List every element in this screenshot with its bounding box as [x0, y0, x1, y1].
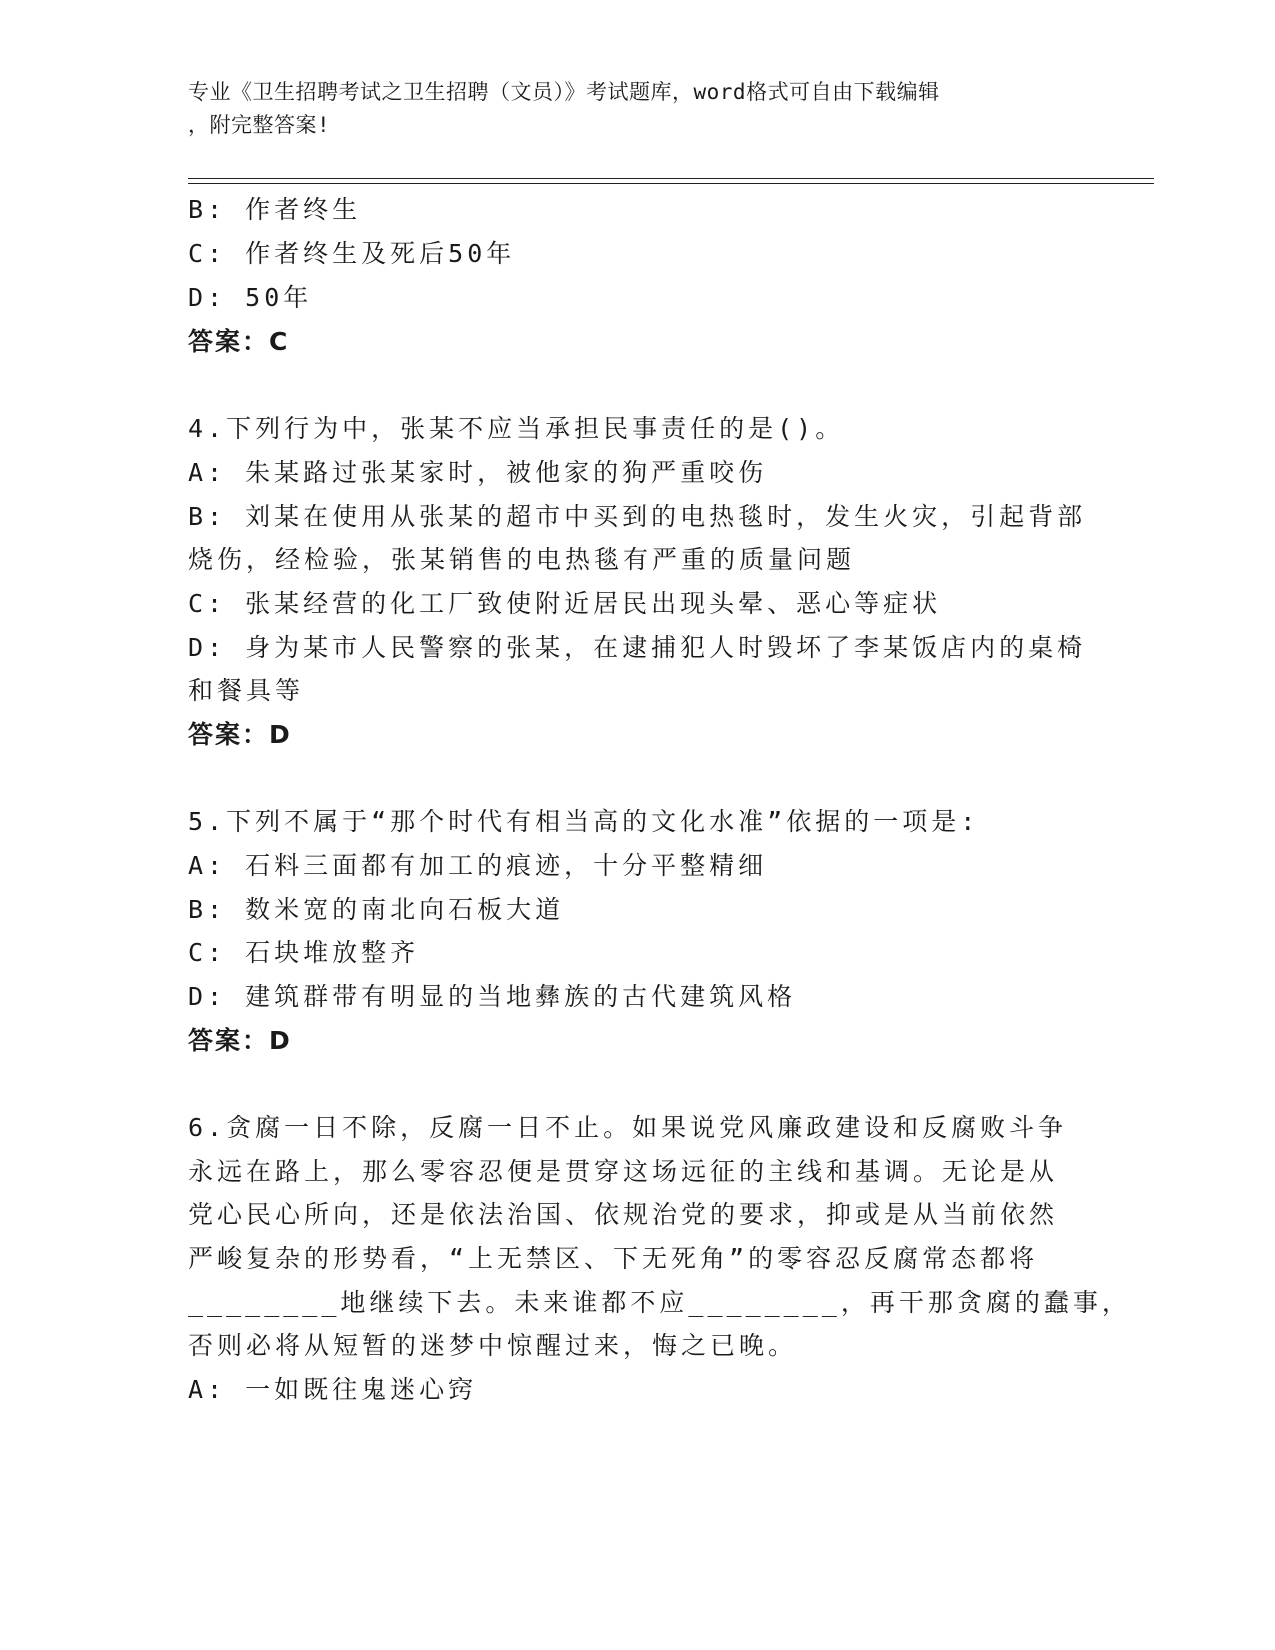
q5-option-a: A: 石料三面都有加工的痕迹，十分平整精细 [188, 851, 768, 880]
q5-option-b: B: 数米宽的南北向石板大道 [188, 895, 565, 924]
header-rule-top [188, 178, 1154, 179]
q5-answer: 答案：D [188, 1026, 292, 1055]
q3-option-b: B: 作者终生 [188, 195, 362, 224]
q5-option-d: D: 建筑群带有明显的当地彝族的古代建筑风格 [188, 982, 797, 1011]
q4-option-d-line2: 和餐具等 [188, 676, 305, 705]
q6-stem-line2: 永远在路上，那么零容忍便是贯穿这场远征的主线和基调。无论是从 [188, 1157, 1059, 1186]
q5-option-c: C: 石块堆放整齐 [188, 938, 420, 967]
q3-answer: 答案：C [188, 327, 290, 356]
document-header [188, 76, 1068, 142]
q4-answer: 答案：D [188, 720, 292, 749]
q3-option-c: C: 作者终生及死后50年 [188, 239, 516, 268]
q4-option-a: A: 朱某路过张某家时，被他家的狗严重咬伤 [188, 458, 768, 487]
q3-option-d: D: 50年 [188, 283, 313, 312]
q4-option-b-line1: B: 刘某在使用从张某的超市中买到的电热毯时，发生火灾，引起背部 [188, 502, 1087, 531]
header-line-2: ，附完整答案! [188, 113, 331, 137]
q6-stem-line6: 否则必将从短暂的迷梦中惊醒过来，悔之已晚。 [188, 1331, 798, 1360]
q4-stem: 4.下列行为中，张某不应当承担民事责任的是()。 [188, 414, 845, 443]
q6-stem-line4: 严峻复杂的形势看，“上无禁区、下无死角”的零容忍反腐常态都将 [188, 1244, 1039, 1273]
q4-option-b-line2: 烧伤，经检验，张某销售的电热毯有严重的质量问题 [188, 545, 856, 574]
q6-stem-line1: 6.贪腐一日不除，反腐一日不止。如果说党风廉政建设和反腐败斗争 [188, 1113, 1068, 1142]
q4-option-c: C: 张某经营的化工厂致使附近居民出现头晕、恶心等症状 [188, 589, 942, 618]
q6-stem-line5: ________地继续下去。未来谁都不应________，再干那贪腐的蠢事， [188, 1288, 1131, 1317]
q5-stem: 5.下列不属于“那个时代有相当高的文化水准”依据的一项是: [188, 807, 980, 836]
header-rule-bottom [188, 183, 1154, 184]
q4-option-d-line1: D: 身为某市人民警察的张某，在逮捕犯人时毁坏了李某饭店内的桌椅 [188, 633, 1087, 662]
q6-stem-line3: 党心民心所向，还是依法治国、依规治党的要求，抑或是从当前依然 [188, 1200, 1059, 1229]
q6-option-a: A: 一如既往鬼迷心窍 [188, 1375, 478, 1404]
header-line-1: 专业《卫生招聘考试之卫生招聘（文员）》考试题库，word格式可自由下载编辑 [188, 80, 940, 104]
